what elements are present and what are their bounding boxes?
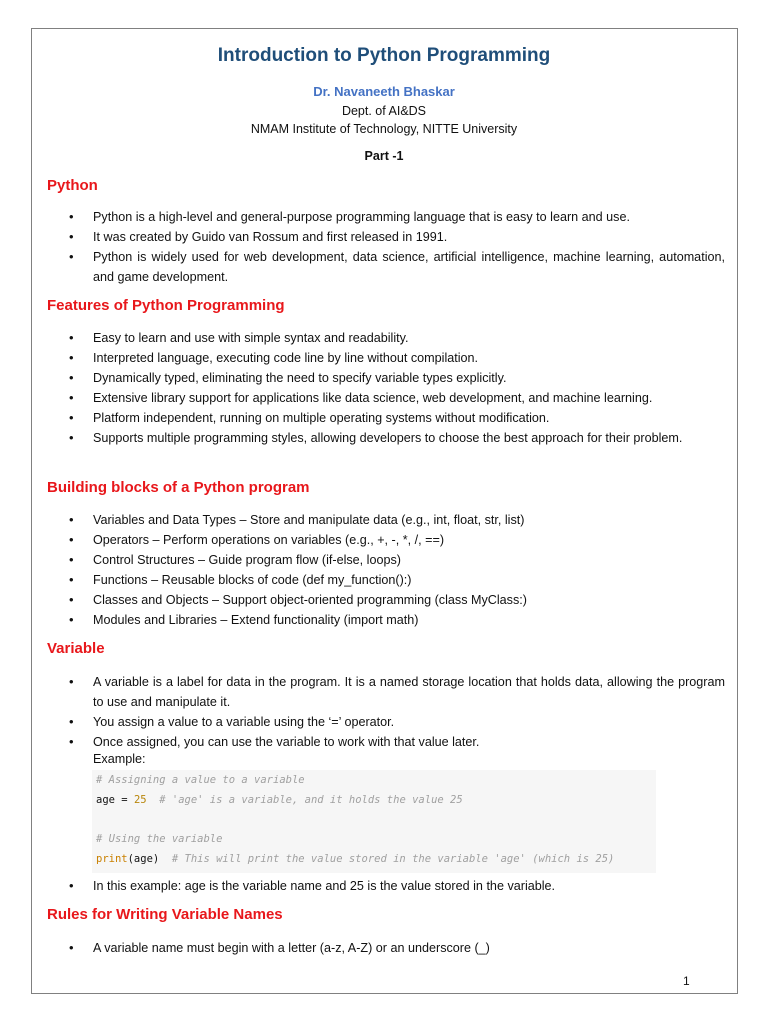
code-arg: (age) xyxy=(127,853,160,865)
rules-list xyxy=(93,938,725,958)
list-item: • Interpreted language, executing code line by line without compilation. xyxy=(93,348,725,368)
code-line-assign xyxy=(96,794,463,806)
heading-building-blocks: Building blocks of a Python program xyxy=(47,479,310,496)
list-item: • Once assigned, you can use the variable to work with that value later. xyxy=(93,732,725,752)
list-item: • Variables and Data Types – Store and manipulate data (e.g., int, float, str, list) xyxy=(93,510,725,530)
list-item: • In this example: age is the variable name and 25 is the value stored in the variable. xyxy=(93,876,725,896)
department: Dept. of AI&DS xyxy=(341,104,427,118)
part-label: Part -1 xyxy=(364,149,404,163)
list-item: • Control Structures – Guide program flow (if-else, loops) xyxy=(93,550,725,570)
list-item: • A variable is a label for data in the program. It is a named storage location that holds data, allowing the program to use and manipulate it. xyxy=(93,672,725,712)
list-item: • Functions – Reusable blocks of code (def my_function():) xyxy=(93,570,725,590)
page-number: 1 xyxy=(683,974,690,988)
example-label: Example: xyxy=(93,752,146,766)
code-number: 25 xyxy=(133,794,147,806)
features-list xyxy=(93,328,725,448)
list-item: • Platform independent, running on multiple operating systems without modification. xyxy=(93,408,725,428)
list-item: • Supports multiple programming styles, allowing developers to choose the best approach for their problem. xyxy=(93,428,725,448)
list-item: • Extensive library support for applications like data science, web development, and machine learning. xyxy=(93,388,725,408)
heading-features: Features of Python Programming xyxy=(47,297,285,314)
list-item: • A variable name must begin with a letter (a-z, A-Z) or an underscore (_) xyxy=(93,938,725,958)
list-item: • Operators – Perform operations on variables (e.g., +, -, *, /, ==) xyxy=(93,530,725,550)
code-var: age = xyxy=(96,794,134,806)
code-line-print xyxy=(96,853,614,865)
variable-after-list xyxy=(93,876,725,896)
list-item: • Easy to learn and use with simple syntax and readability. xyxy=(93,328,725,348)
list-item: • Modules and Libraries – Extend functionality (import math) xyxy=(93,610,725,630)
variable-list xyxy=(93,672,725,752)
code-comment: # 'age' is a variable, and it holds the value 25 xyxy=(146,794,463,806)
code-line-comment: # Assigning a value to a variable xyxy=(96,774,305,786)
heading-rules: Rules for Writing Variable Names xyxy=(47,906,283,923)
list-item: • You assign a value to a variable using the ‘=’ operator. xyxy=(93,712,725,732)
institute: NMAM Institute of Technology, NITTE University xyxy=(250,122,518,136)
list-item: • It was created by Guido van Rossum and first released in 1991. xyxy=(93,227,725,247)
code-block xyxy=(92,770,656,873)
building-blocks-list xyxy=(93,510,725,630)
code-function: print xyxy=(96,853,128,865)
list-item: • Python is widely used for web development, data science, artificial intelligence, machine learning, automation, and game development. xyxy=(93,247,725,287)
python-list xyxy=(93,207,725,287)
heading-variable: Variable xyxy=(47,640,105,657)
list-item: • Dynamically typed, eliminating the need to specify variable types explicitly. xyxy=(93,368,725,388)
author-name: Dr. Navaneeth Bhaskar xyxy=(313,84,455,99)
list-item: • Python is a high-level and general-purpose programming language that is easy to learn and use. xyxy=(93,207,725,227)
list-item: • Classes and Objects – Support object-oriented programming (class MyClass:) xyxy=(93,590,725,610)
code-comment: # This will print the value stored in the variable 'age' (which is 25) xyxy=(159,853,615,865)
heading-python: Python xyxy=(47,177,98,194)
code-line-comment: # Using the variable xyxy=(96,833,223,845)
document-title: Introduction to Python Programming xyxy=(217,45,551,66)
